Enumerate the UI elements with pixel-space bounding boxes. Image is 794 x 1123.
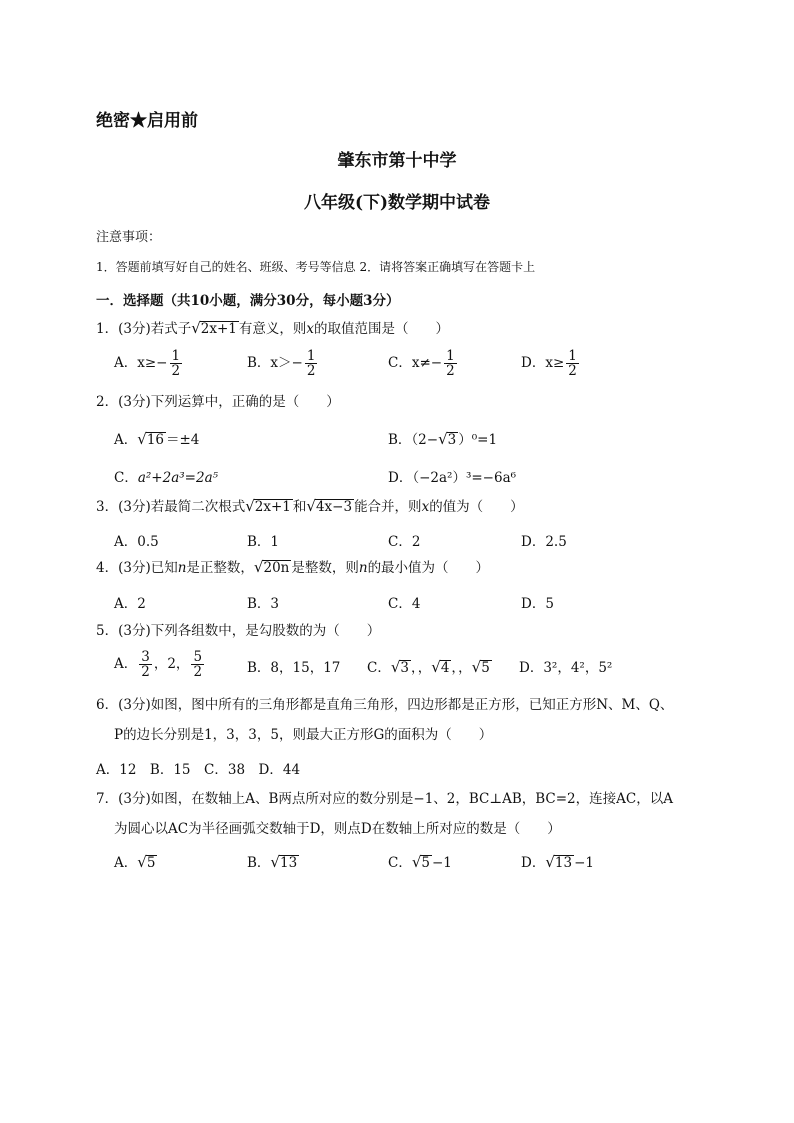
radicand: 2x+1 xyxy=(200,321,237,337)
q3-option-b[interactable]: B．1 xyxy=(247,534,280,550)
secret-label: 绝密★启用前 xyxy=(96,111,198,131)
question-6-line2: P的边长分别是1，3，3，5，则最大正方形G的面积为（ ） xyxy=(114,727,493,743)
q4-option-d[interactable]: D．5 xyxy=(521,596,554,612)
question-number: 1．(3分) xyxy=(96,321,151,337)
question-7-line2: 为圆心以AC为半径画弧交数轴于D，则点D在数轴上所对应的数是（ ） xyxy=(114,821,561,837)
q2-option-a[interactable]: A．√16 ＝±4 xyxy=(114,430,200,448)
radical-sign: √ xyxy=(191,319,201,337)
q6-options[interactable]: A．12 B．15 C．38 D．44 xyxy=(96,762,301,778)
variable: x xyxy=(306,321,315,337)
exam-title: 八年级(下)数学期中试卷 xyxy=(303,193,491,213)
q4-option-c[interactable]: C．4 xyxy=(388,596,421,612)
question-3-stem: 3．(3分)若最简二次根式√2x+1 和√4x−3 能合并，则x的值为（ ） xyxy=(96,497,524,515)
q7-option-c[interactable]: C．√5 −1 xyxy=(388,853,452,871)
q7-option-b[interactable]: B．√13 xyxy=(247,853,298,871)
q5-option-d[interactable]: D．3²，4²，5² xyxy=(519,660,613,676)
question-7-line1: 7．(3分)如图，在数轴上A、B两点所对应的数分别是−1、2，BC⊥AB，BC=2，连接AC，以A xyxy=(96,791,673,807)
q4-option-a[interactable]: A．2 xyxy=(114,596,146,612)
q3-option-a[interactable]: A．0.5 xyxy=(114,534,159,550)
question-1-stem xyxy=(96,320,449,338)
q2-option-d[interactable]: D．（−2a²）³=−6a⁶ xyxy=(388,470,517,486)
q1-option-a[interactable]: A．x≥− $\frac{1}{2}$ xyxy=(114,348,181,379)
q1-option-c[interactable]: C．x≠− $\frac{1}{2}$ xyxy=(388,348,455,379)
q3-option-d[interactable]: D．2.5 xyxy=(521,534,567,550)
question-6-line1: 6．(3分)如图，图中所有的三角形都是直角三角形，四边形都是正方形，已知正方形N、M、Q、 xyxy=(96,697,674,713)
q5-option-a[interactable]: A． $\frac{3}{2}$ ，2， $\frac{5}{2}$ xyxy=(114,649,203,680)
question-2-stem: 2．(3分)下列运算中，正确的是（ ） xyxy=(96,394,340,410)
question-text: 的取值范围是（ ） xyxy=(314,321,450,337)
q7-option-d[interactable]: D．√13 −1 xyxy=(521,853,594,871)
fraction: $\frac{1}{2}$ xyxy=(171,348,181,379)
question-text: 有意义，则 xyxy=(238,321,307,337)
fraction: $\frac{1}{2}$ xyxy=(446,348,455,379)
notes-text: 1．答题前填写好自己的姓名、班级、考号等信息 2．请将答案正确填写在答题卡上 xyxy=(96,260,536,274)
q7-option-a[interactable]: A．√5 xyxy=(114,853,156,871)
fraction: $\frac{1}{2}$ xyxy=(306,348,316,379)
q2-option-c[interactable]: C．a²+2a³=2a⁵ xyxy=(114,470,219,486)
q2-option-b[interactable]: B．（2−√3 ）⁰=1 xyxy=(388,430,498,448)
notes-heading: 注意事项： xyxy=(96,230,162,245)
fraction: $\frac{1}{2}$ xyxy=(568,348,577,379)
question-5-stem: 5．(3分)下列各组数中，是勾股数的为（ ） xyxy=(96,623,381,639)
q1-option-d[interactable]: D．x≥ $\frac{1}{2}$ xyxy=(521,348,577,379)
q5-option-b[interactable]: B．8，15，17 xyxy=(247,660,341,676)
q4-option-b[interactable]: B．3 xyxy=(247,596,280,612)
section-heading: 一．选择题（共10小题，满分30分，每小题3分） xyxy=(96,293,400,309)
q3-option-c[interactable]: C．2 xyxy=(388,534,421,550)
school-name: 肇东市第十中学 xyxy=(337,151,457,171)
q5-option-c[interactable]: C．√3 ，，√4 ，，√5 xyxy=(367,658,490,676)
q1-option-b[interactable]: B．x＞− $\frac{1}{2}$ xyxy=(247,348,316,379)
question-text: 若式子 xyxy=(150,321,192,337)
question-4-stem: 4．(3分)已知n是正整数，√20n 是整数，则n的最小值为（ ） xyxy=(96,558,490,576)
